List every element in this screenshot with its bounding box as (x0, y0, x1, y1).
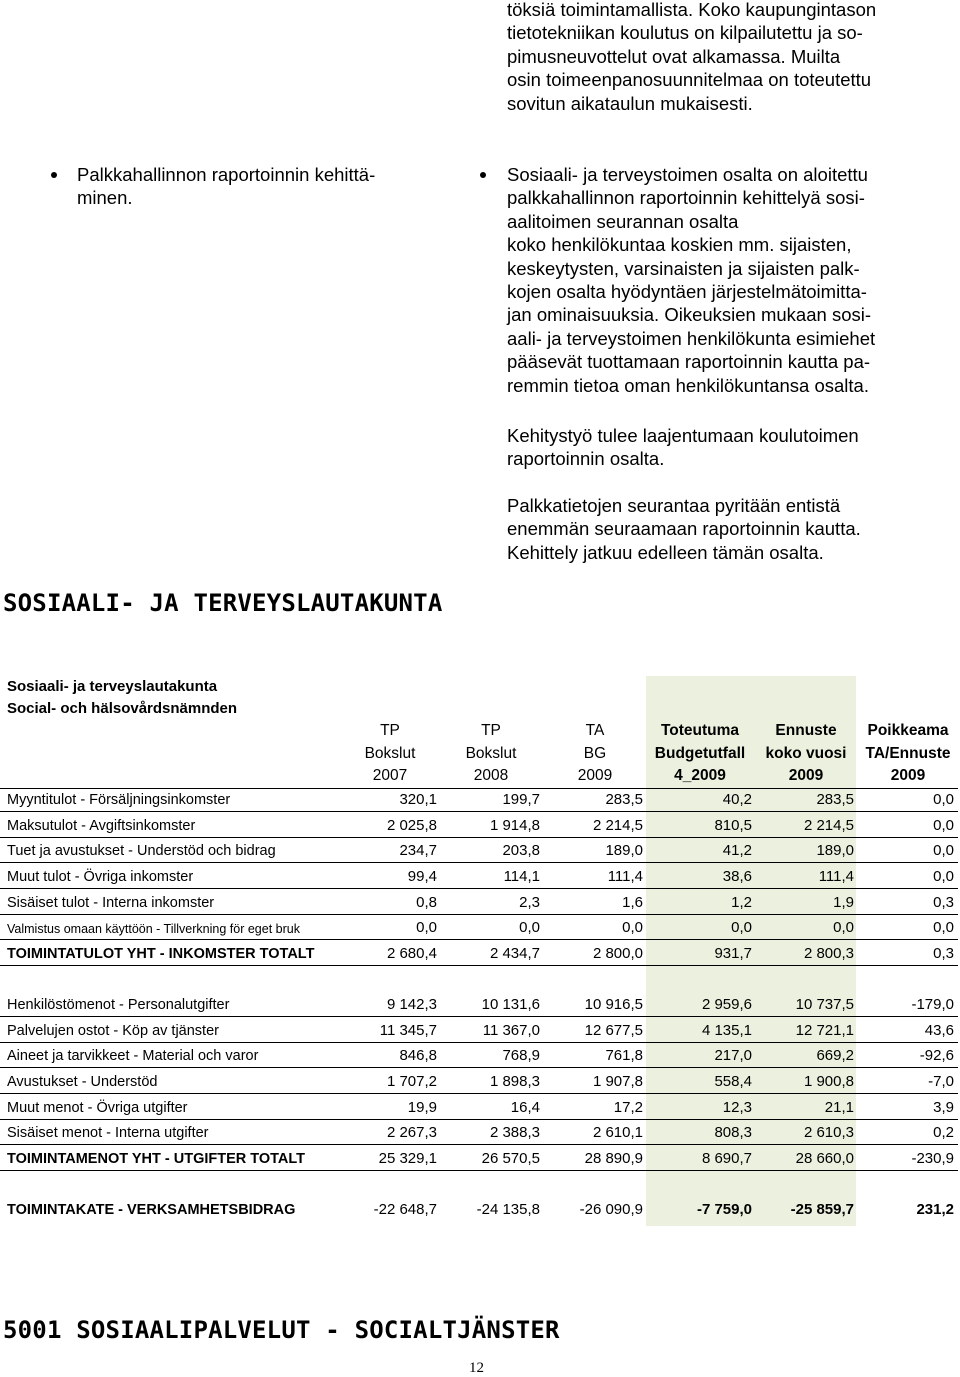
row-value: -26 090,9 (579, 1201, 643, 1218)
row-value: -25 859,7 (790, 1201, 854, 1218)
col-header-toteutuma: Toteutuma Budgetutfall 4_2009 (654, 722, 746, 784)
row-label: Aineet ja tarvikkeet - Material och varor (7, 1048, 259, 1064)
table-row (0, 1199, 958, 1221)
row-value: 1,6 (622, 894, 643, 911)
row-value: 111,4 (818, 868, 854, 885)
row-value: 19,9 (407, 1099, 437, 1116)
table-row (0, 1071, 958, 1094)
row-label: Sisäiset tulot - Interna inkomster (7, 895, 215, 911)
row-label: Muut tulot - Övriga inkomster (7, 869, 194, 885)
row-value: 768,9 (502, 1047, 540, 1064)
row-value: 1,9 (833, 894, 854, 911)
row-label: Henkilöstömenot - Personalutgifter (7, 997, 230, 1013)
row-label: Tuet ja avustukset - Understöd och bidrag (7, 843, 276, 859)
row-value: 2 388,3 (489, 1124, 540, 1141)
table-title-fi: Sosiaali- ja terveyslautakunta (7, 678, 218, 695)
table-row (0, 866, 958, 889)
row-value: 26 570,5 (481, 1150, 540, 1167)
row-value: 2 680,4 (386, 945, 437, 962)
row-value: 25 329,1 (378, 1150, 437, 1167)
left-bullet-text: Palkkahallinnon raportoinnin kehittä- minen. (77, 164, 376, 209)
col-header-poikkeama: Poikkeama TA/Ennuste 2009 (865, 722, 951, 784)
row-value: 12,3 (722, 1099, 752, 1116)
row-value: 40,2 (722, 791, 752, 808)
row-value: 1 898,3 (489, 1073, 540, 1090)
table-row (0, 917, 958, 940)
row-value: 43,6 (924, 1022, 954, 1039)
row-value: 3,9 (933, 1099, 954, 1116)
row-value: 28 890,9 (584, 1150, 643, 1167)
table-row (0, 943, 958, 966)
row-value: 931,7 (714, 945, 752, 962)
row-value: -22 648,7 (373, 1201, 437, 1218)
row-value: 189,0 (605, 842, 643, 859)
row-value: 283,5 (816, 791, 854, 808)
row-value: 2 959,6 (701, 996, 752, 1013)
row-value: 10 916,5 (584, 996, 643, 1013)
row-label: Myyntitulot - Försäljningsinkomster (7, 792, 231, 808)
row-label: TOIMINTATULOT YHT - INKOMSTER TOTALT (7, 946, 315, 962)
row-value: 11 345,7 (379, 1022, 437, 1039)
row-value: 231,2 (916, 1201, 954, 1218)
row-value: 1 907,8 (592, 1073, 643, 1090)
row-value: 0,0 (933, 919, 954, 936)
row-label: Maksutulot - Avgiftsinkomster (7, 818, 196, 834)
table-row (0, 1148, 958, 1171)
row-value: 1 914,8 (489, 817, 540, 834)
row-value: 199,7 (502, 791, 540, 808)
table-row (0, 840, 958, 863)
table-row (0, 789, 958, 812)
row-label: Valmistus omaan käyttöön - Tillverkning för eget bruk (7, 922, 300, 936)
row-value: 99,4 (407, 868, 437, 885)
row-value: -7 759,0 (696, 1201, 752, 1218)
paragraph-2: Kehitystyö tulee laajentumaan koulutoimen raportoinnin osalta. (507, 425, 859, 470)
row-value: 0,3 (933, 894, 954, 911)
row-value: -24 135,8 (476, 1201, 540, 1218)
row-value: 12 677,5 (584, 1022, 643, 1039)
bullet-left (51, 172, 57, 178)
row-value: 16,4 (510, 1099, 540, 1116)
row-value: 0,3 (933, 945, 954, 962)
row-value: 0,0 (731, 919, 752, 936)
page-number: 12 (469, 1360, 484, 1376)
row-value: 4 135,1 (701, 1022, 752, 1039)
table-row (0, 994, 958, 1017)
col-header-tp-2008: TP Bokslut 2008 (465, 722, 517, 784)
row-value: 38,6 (722, 868, 752, 885)
row-value: 9 142,3 (386, 996, 437, 1013)
row-value: 10 131,6 (481, 996, 540, 1013)
row-value: -7,0 (928, 1073, 954, 1090)
row-value: 2 214,5 (592, 817, 643, 834)
col-header-ennuste: Ennuste koko vuosi 2009 (765, 722, 847, 784)
table-row (0, 815, 958, 838)
row-value: 558,4 (714, 1073, 752, 1090)
row-value: 0,0 (519, 919, 540, 936)
row-value: 12 721,1 (795, 1022, 854, 1039)
intro-paragraph: töksiä toimintamallista. Koko kaupungintason tietotekniikan koulutus on kilpailutettu ja so- pimusneuvottelut ovat alkamassa. Muilta osin toimeenpanosuunnitelmaa on toteutettu sovitun aikataulun mukaisesti. (507, 0, 877, 114)
row-value: 2 434,7 (489, 945, 540, 962)
row-value: 203,8 (502, 842, 540, 859)
row-value: 0,2 (933, 1124, 954, 1141)
table-row (0, 1020, 958, 1043)
row-value: 0,0 (833, 919, 854, 936)
row-value: 0,0 (416, 919, 437, 936)
table-title-sv: Social- och hälsovårdsnämnden (7, 700, 238, 717)
table-row (0, 1045, 958, 1068)
row-value: 2 610,3 (803, 1124, 854, 1141)
row-value: 8 690,7 (701, 1150, 752, 1167)
row-value: 810,5 (714, 817, 752, 834)
row-value: 11 367,0 (482, 1022, 540, 1039)
row-value: 2 800,3 (803, 945, 854, 962)
row-label: TOIMINTAMENOT YHT - UTGIFTER TOTALT (7, 1151, 306, 1167)
row-value: 2 214,5 (803, 817, 854, 834)
row-value: 189,0 (816, 842, 854, 859)
table-row (0, 892, 958, 915)
section-heading: SOSIAALI- JA TERVEYSLAUTAKUNTA (3, 589, 443, 617)
col-header-tp-2007: TP Bokslut 2007 (364, 722, 416, 784)
table-row (0, 1097, 958, 1120)
row-value: -179,0 (911, 996, 954, 1013)
row-value: 283,5 (605, 791, 643, 808)
row-label: Muut menot - Övriga utgifter (7, 1100, 188, 1116)
row-value: 217,0 (714, 1047, 752, 1064)
row-value: 21,1 (824, 1099, 854, 1116)
row-label: TOIMINTAKATE - VERKSAMHETSBIDRAG (7, 1202, 296, 1218)
row-value: -92,6 (919, 1047, 954, 1064)
col-header-ta-2009: TA BG 2009 (577, 722, 613, 784)
bullet-right (480, 172, 486, 178)
row-value: -230,9 (911, 1150, 954, 1167)
subsection-heading: 5001 SOSIAALIPALVELUT - SOCIALTJÄNSTER (3, 1316, 560, 1344)
row-value: 0,0 (933, 817, 954, 834)
row-value: 0,0 (933, 868, 954, 885)
row-value: 2 267,3 (386, 1124, 437, 1141)
row-value: 114,1 (503, 868, 540, 885)
row-value: 808,3 (714, 1124, 752, 1141)
row-value: 846,8 (399, 1047, 437, 1064)
row-value: 234,7 (399, 842, 437, 859)
row-label: Palvelujen ostot - Köp av tjänster (7, 1023, 219, 1039)
row-value: 1 900,8 (803, 1073, 854, 1090)
row-value: 0,0 (622, 919, 643, 936)
right-bullet-text: Sosiaali- ja terveystoimen osalta on aloitettu palkkahallinnon raportoinnin kehittelyä sosi- aalitoimen seurannan osalta koko henkilökuntaa koskien mm. sijaisten, keskeytysten, varsinaisten ja sijaisten palk- kojen osalta hyödyntäen järjestelmätoimitta- jan ominaisuuksia. Oikeuksien mukaan sosi- aali- ja terveystoimen henkilökunta esimiehet pääsevät tuottamaan raportoinnin kautta pa- remmin tietoa oman henkilökuntansa osalta. (507, 164, 876, 396)
row-value: 0,0 (933, 791, 954, 808)
row-value: 2 025,8 (386, 817, 437, 834)
row-value: 320,1 (399, 791, 437, 808)
row-value: 0,0 (933, 842, 954, 859)
row-value: 17,2 (613, 1099, 643, 1116)
row-value: 2,3 (519, 894, 540, 911)
row-label: Sisäiset menot - Interna utgifter (7, 1125, 209, 1141)
row-value: 41,2 (722, 842, 752, 859)
row-label: Avustukset - Understöd (7, 1074, 158, 1090)
row-value: 2 610,1 (592, 1124, 643, 1141)
row-value: 0,8 (416, 894, 437, 911)
paragraph-3: Palkkatietojen seurantaa pyritään entistä enemmän seuraamaan raportoinnin kautta. Kehittely jatkuu edelleen tämän osalta. (507, 495, 861, 563)
row-value: 10 737,5 (795, 996, 854, 1013)
row-value: 111,4 (607, 868, 643, 885)
row-value: 669,2 (816, 1047, 854, 1064)
row-value: 2 800,0 (592, 945, 643, 962)
row-value: 28 660,0 (795, 1150, 854, 1167)
row-value: 761,8 (605, 1047, 643, 1064)
table-row (0, 1122, 958, 1145)
row-value: 1 707,2 (386, 1073, 437, 1090)
row-value: 1,2 (731, 894, 752, 911)
